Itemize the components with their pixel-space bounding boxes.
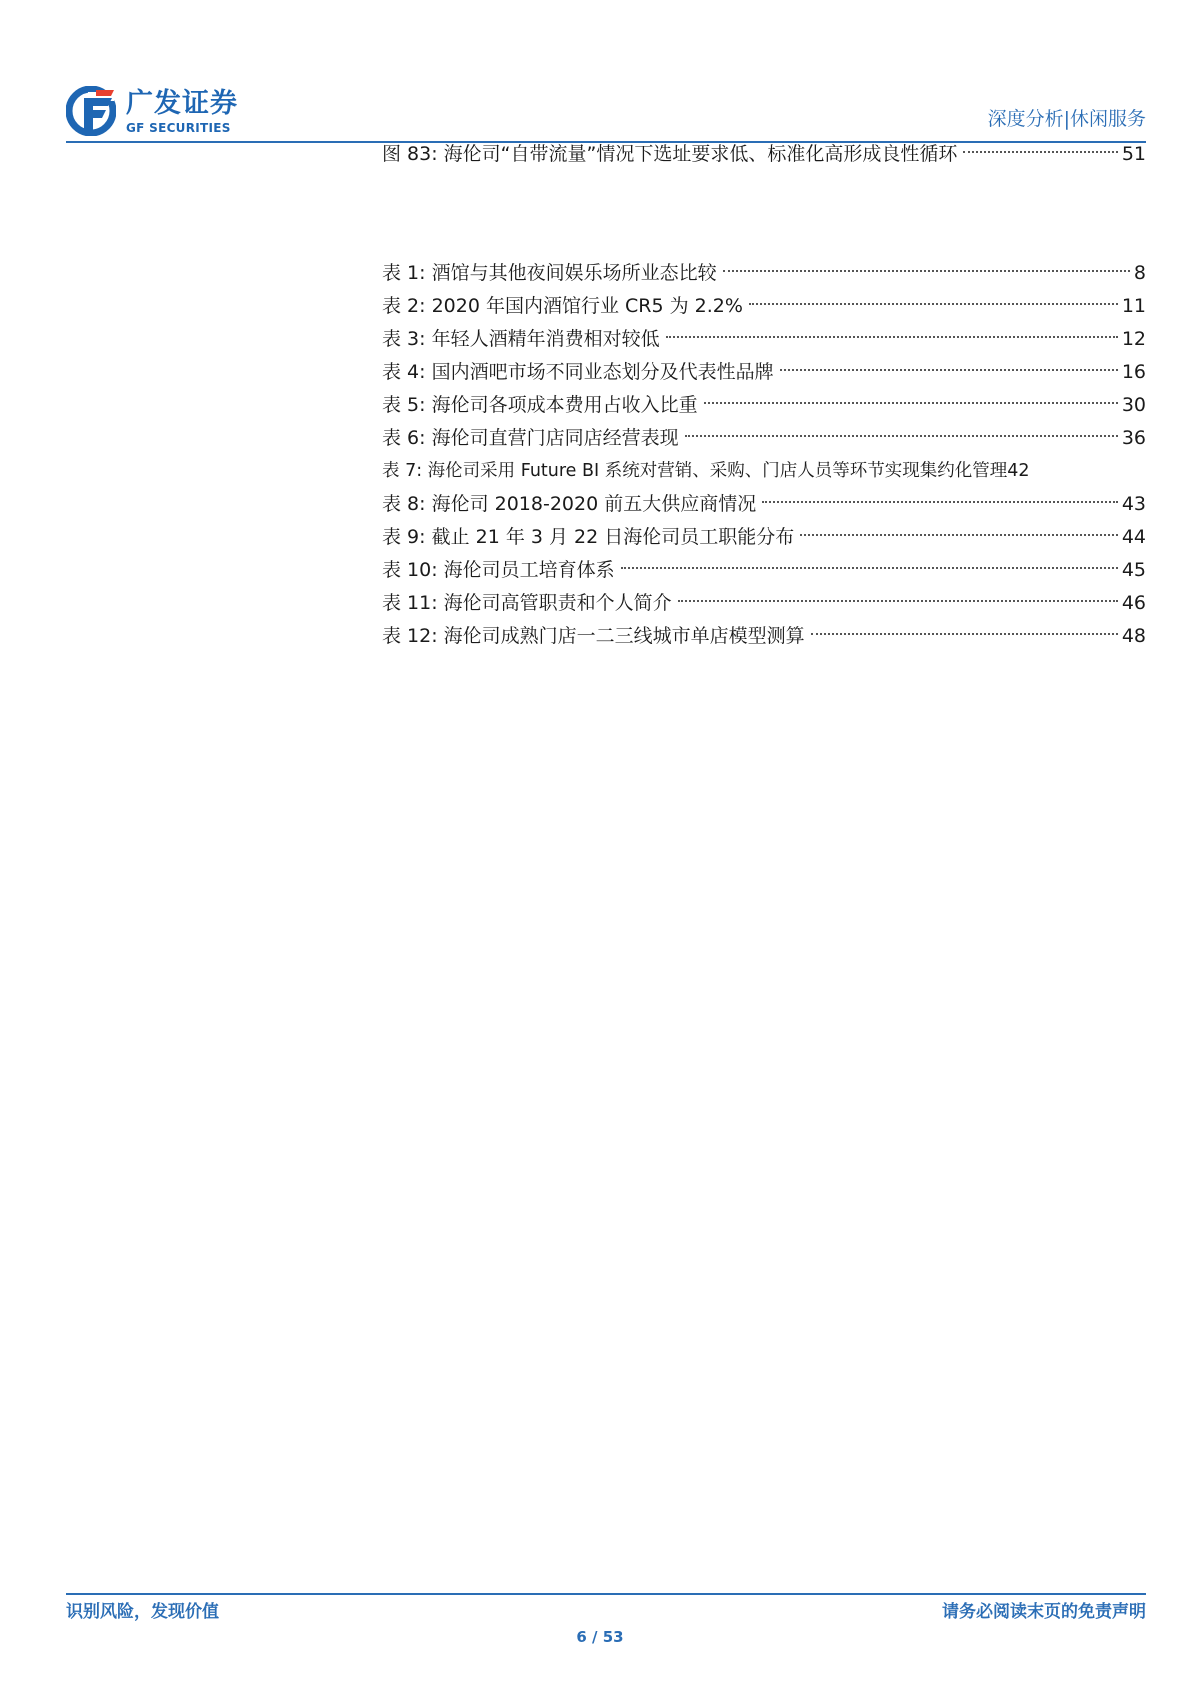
toc-entry-label: 表 2: 2020 年国内酒馆行业 CR5 为 2.2% xyxy=(382,295,743,317)
company-logo xyxy=(66,84,266,140)
toc-entry[interactable] xyxy=(382,587,1146,620)
report-category: 深度分析|休闲服务 xyxy=(987,108,1146,130)
toc-leader-dots xyxy=(678,600,1118,602)
toc-leader-dots xyxy=(704,402,1118,404)
toc-entry-label: 表 4: 国内酒吧市场不同业态划分及代表性品牌 xyxy=(382,361,774,383)
toc-entry[interactable] xyxy=(382,620,1146,653)
toc-entry-label: 表 12: 海伦司成熟门店一二三线城市单店模型测算 xyxy=(382,625,805,647)
toc-entry-page: 11 xyxy=(1121,295,1146,317)
toc-entry-label: 表 9: 截止 21 年 3 月 22 日海伦司员工职能分布 xyxy=(382,526,795,548)
toc-entry-page: 16 xyxy=(1121,361,1146,383)
toc-leader-dots xyxy=(762,501,1118,503)
toc-entry-label: 表 8: 海伦司 2018-2020 前五大供应商情况 xyxy=(382,493,757,515)
toc-entry[interactable] xyxy=(382,422,1146,455)
table-list xyxy=(382,257,1146,653)
toc-entry-page: 43 xyxy=(1121,493,1146,515)
figure-list xyxy=(382,138,1146,171)
toc-entry-label: 表 6: 海伦司直营门店同店经营表现 xyxy=(382,427,679,449)
footer-slogan: 识别风险，发现价值 xyxy=(66,1602,219,1622)
toc-entry-page: 8 xyxy=(1133,262,1146,284)
toc-entry[interactable] xyxy=(382,554,1146,587)
toc-entry[interactable] xyxy=(382,389,1146,422)
toc-entry-page: 51 xyxy=(1121,143,1146,165)
toc-entry[interactable] xyxy=(382,455,1146,488)
toc-leader-dots xyxy=(723,270,1130,272)
toc-leader-dots xyxy=(780,369,1118,371)
toc-entry-label: 图 83: 海伦司“自带流量”情况下选址要求低、标准化高形成良性循环 xyxy=(382,143,958,165)
toc-entry-page: 36 xyxy=(1121,427,1146,449)
page-header xyxy=(66,84,1146,144)
toc-entry-label: 表 10: 海伦司员工培育体系 xyxy=(382,559,615,581)
toc-leader-dots xyxy=(800,534,1118,536)
toc-entry-label: 表 3: 年轻人酒精年消费相对较低 xyxy=(382,328,660,350)
toc-entry[interactable] xyxy=(382,257,1146,290)
footer-disclaimer: 请务必阅读末页的免责声明 xyxy=(942,1602,1146,1622)
toc-entry[interactable] xyxy=(382,521,1146,554)
toc-entry-page: 12 xyxy=(1121,328,1146,350)
toc-entry-page: 45 xyxy=(1121,559,1146,581)
toc-entry[interactable] xyxy=(382,323,1146,356)
toc-entry-label: 表 5: 海伦司各项成本费用占收入比重 xyxy=(382,394,698,416)
toc-leader-dots xyxy=(749,303,1118,305)
gf-logo-icon xyxy=(66,86,116,136)
toc-leader-dots xyxy=(963,151,1117,153)
page-number: 6 / 53 xyxy=(576,1628,624,1646)
toc-leader-dots xyxy=(621,567,1118,569)
toc-leader-dots xyxy=(685,435,1118,437)
toc-entry-page: 44 xyxy=(1121,526,1146,548)
toc-entry-page: 46 xyxy=(1121,592,1146,614)
toc-leader-dots xyxy=(666,336,1118,338)
toc-entry-label: 表 1: 酒馆与其他夜间娱乐场所业态比较 xyxy=(382,262,717,284)
toc-leader-dots xyxy=(811,633,1118,635)
toc-entry-label: 表 7: 海伦司采用 Future BI 系统对营销、采购、门店人员等环节实现集约化管理 xyxy=(382,461,1008,481)
toc-entry[interactable] xyxy=(382,138,1146,171)
toc-entry-page: 30 xyxy=(1121,394,1146,416)
toc-entry-label: 表 11: 海伦司高管职责和个人简介 xyxy=(382,592,672,614)
footer-divider xyxy=(66,1593,1146,1595)
toc-entry-page: 48 xyxy=(1121,625,1146,647)
toc-entry[interactable] xyxy=(382,356,1146,389)
logo-english-name: GF SECURITIES xyxy=(126,121,231,135)
toc-entry[interactable] xyxy=(382,290,1146,323)
toc-entry-page: 42 xyxy=(1007,461,1030,481)
toc-entry[interactable] xyxy=(382,488,1146,521)
logo-chinese-name: 广发证券 xyxy=(126,88,238,119)
